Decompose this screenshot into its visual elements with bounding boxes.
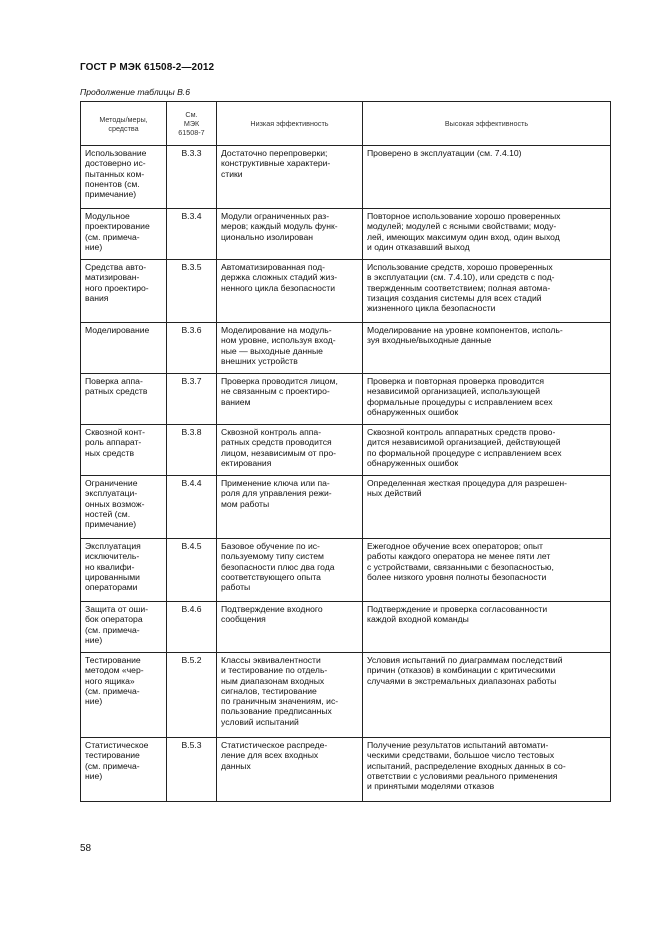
low-effectiveness-cell: Подтверждение входного сообщения [217, 602, 363, 653]
method-cell: Моделирование [81, 323, 167, 374]
column-header-reference: См. МЭК 61508-7 [167, 102, 217, 146]
low-effectiveness-cell: Применение ключа или па- роля для управления режи- мом работы [217, 476, 363, 539]
table-row [81, 476, 611, 539]
low-effectiveness-cell: Проверка проводится лицом, не связанным с проектиро- ванием [217, 374, 363, 425]
method-cell: Тестирование методом «чер- ного ящика» (см. примеча- ние) [81, 653, 167, 738]
table-row [81, 425, 611, 476]
table-row [81, 738, 611, 802]
reference-cell: В.5.2 [167, 653, 217, 738]
high-effectiveness-cell: Подтверждение и проверка согласованности каждой входной команды [363, 602, 611, 653]
high-effectiveness-cell: Повторное использование хорошо проверенных модулей; модулей с ясными свойствами; моду- лей, имеющих максимум один вход, один выход и один отказавший выход [363, 209, 611, 260]
table-row [81, 539, 611, 602]
high-effectiveness-cell: Проверка и повторная проверка проводится независимой организацией, использующей формальные процедуры с исправлением всех обнаруженных ошибок [363, 374, 611, 425]
method-cell: Ограничение эксплуатаци- онных возмож- ностей (см. примечание) [81, 476, 167, 539]
effectiveness-table [80, 101, 611, 802]
reference-cell: В.3.7 [167, 374, 217, 425]
reference-cell: В.3.5 [167, 260, 217, 323]
method-cell: Статистическое тестирование (см. примеча- ние) [81, 738, 167, 802]
table-row [81, 209, 611, 260]
method-cell: Поверка аппа- ратных средств [81, 374, 167, 425]
low-effectiveness-cell: Автоматизированная под- держка сложных стадий жиз- ненного цикла безопасности [217, 260, 363, 323]
low-effectiveness-cell: Достаточно перепроверки; конструктивные характери- стики [217, 146, 363, 209]
table-row [81, 260, 611, 323]
table-caption: Продолжение таблицы В.6 [80, 87, 190, 97]
column-header-methods: Методы/меры, средства [81, 102, 167, 146]
high-effectiveness-cell: Сквозной контроль аппаратных средств прово- дится независимой организацией, действующей по формальной процедуре с исправлением всех обнаруженных ошибок [363, 425, 611, 476]
reference-cell: В.3.8 [167, 425, 217, 476]
table-row [81, 146, 611, 209]
method-cell: Сквозной конт- роль аппарат- ных средств [81, 425, 167, 476]
reference-cell: В.4.6 [167, 602, 217, 653]
high-effectiveness-cell: Проверено в эксплуатации (см. 7.4.10) [363, 146, 611, 209]
method-cell: Защита от оши- бок оператора (см. примеча- ние) [81, 602, 167, 653]
high-effectiveness-cell: Условия испытаний по диаграммам последствий причин (отказов) в комбинации с критическими случаями в экстремальных диапазонах работы [363, 653, 611, 738]
column-header-high-effectiveness: Высокая эффективность [363, 102, 611, 146]
reference-cell: В.5.3 [167, 738, 217, 802]
column-header-low-effectiveness: Низкая эффективность [217, 102, 363, 146]
page-number: 58 [80, 843, 92, 854]
table-row [81, 374, 611, 425]
low-effectiveness-cell: Моделирование на модуль- ном уровне, используя вход- ные — выходные данные внешних устройств [217, 323, 363, 374]
method-cell: Средства авто- матизирован- ного проектиро- вания [81, 260, 167, 323]
high-effectiveness-cell: Ежегодное обучение всех операторов; опыт работы каждого оператора не менее пяти лет с устройствами, связанными с безопасностью, более низкого уровня полноты безопасности [363, 539, 611, 602]
low-effectiveness-cell: Статистическое распреде- ление для всех входных данных [217, 738, 363, 802]
low-effectiveness-cell: Классы эквивалентности и тестирование по отдель- ным диапазонам входных сигналов, тестирование по граничным значениям, ис- пользование предписанных условий испытаний [217, 653, 363, 738]
high-effectiveness-cell: Определенная жесткая процедура для разрешен- ных действий [363, 476, 611, 539]
method-cell: Использование достоверно ис- пытанных ком- понентов (см. примечание) [81, 146, 167, 209]
reference-cell: В.4.4 [167, 476, 217, 539]
low-effectiveness-cell: Базовое обучение по ис- пользуемому типу систем безопасности плюс два года соответствующего опыта работы [217, 539, 363, 602]
method-cell: Модульное проектирование (см. примеча- ние) [81, 209, 167, 260]
low-effectiveness-cell: Модули ограниченных раз- меров; каждый модуль функ- ционально изолирован [217, 209, 363, 260]
table-row [81, 602, 611, 653]
document-title: ГОСТ Р МЭК 61508-2—2012 [80, 62, 215, 73]
method-cell: Эксплуатация исключитель- но квалифи- цированными операторами [81, 539, 167, 602]
reference-cell: В.3.4 [167, 209, 217, 260]
high-effectiveness-cell: Получение результатов испытаний автомати- ческими средствами, большое число тестовых испытаний, распределение входных данных в со- ответствии с условиями реального применения и принятыми моделями отказов [363, 738, 611, 802]
reference-cell: В.3.6 [167, 323, 217, 374]
table-row [81, 653, 611, 738]
low-effectiveness-cell: Сквозной контроль аппа- ратных средств проводится лицом, независимым от про- ектирования [217, 425, 363, 476]
high-effectiveness-cell: Использование средств, хорошо проверенных в эксплуатации (см. 7.4.10), или средств с под- твержденным соответствием; полная автома- тизация создания системы для всех стадий жизненного цикла безопасности [363, 260, 611, 323]
reference-cell: В.3.3 [167, 146, 217, 209]
table-header-row [81, 102, 611, 146]
table-row [81, 323, 611, 374]
reference-cell: В.4.5 [167, 539, 217, 602]
high-effectiveness-cell: Моделирование на уровне компонентов, исполь- зуя входные/выходные данные [363, 323, 611, 374]
